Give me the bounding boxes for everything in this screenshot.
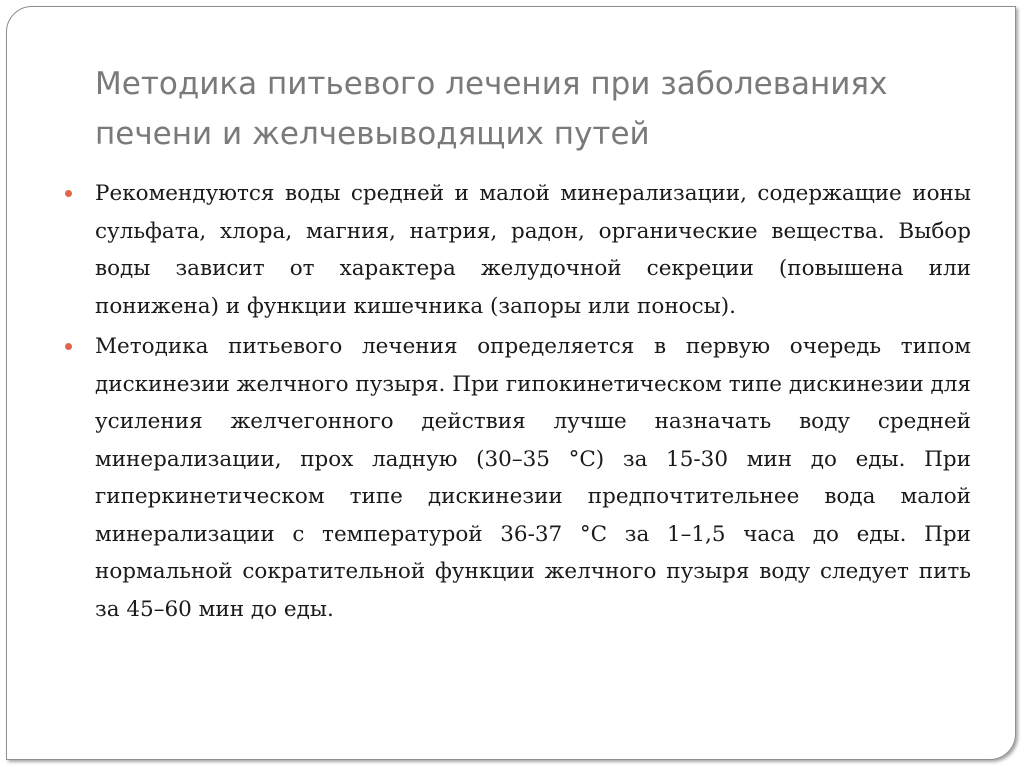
bullet-text-1: Рекомендуются воды средней и малой минерализации, содержащие ионы сульфата, хлора, магния, натрия, радон, органические вещества. Выбор воды зависит от характера желудочной секреции (повышена или понижена) и функции кишечника (запоры или поносы). xyxy=(95,181,971,319)
bullet-item-1 xyxy=(95,175,971,325)
bullet-item-2 xyxy=(95,328,971,628)
bullet-text-2: Методика питьевого лечения определяется в первую очередь типом дискинезии желчного пузыря. При гипокинетическом типе дискинезии для усиления желчегонного действия лучше назначать воду средней минерализации, прох ладную (30–35 °С) за 15-30 мин до еды. При гиперкинетическом типе дискинезии предпочтительнее вода малой минерализации с температурой 36-37 °С за 1–1,5 часа до еды. При нормальной сократительной функции желчного пузыря воду следует пить за 45–60 мин до еды. xyxy=(95,334,971,622)
bullet-list xyxy=(95,175,971,631)
slide-frame xyxy=(6,6,1016,760)
slide-title: Методика питьевого лечения при заболеваниях печени и желчевыводящих путей xyxy=(95,66,888,152)
bullet-dot-icon xyxy=(65,190,72,197)
bullet-dot-icon xyxy=(65,343,72,350)
